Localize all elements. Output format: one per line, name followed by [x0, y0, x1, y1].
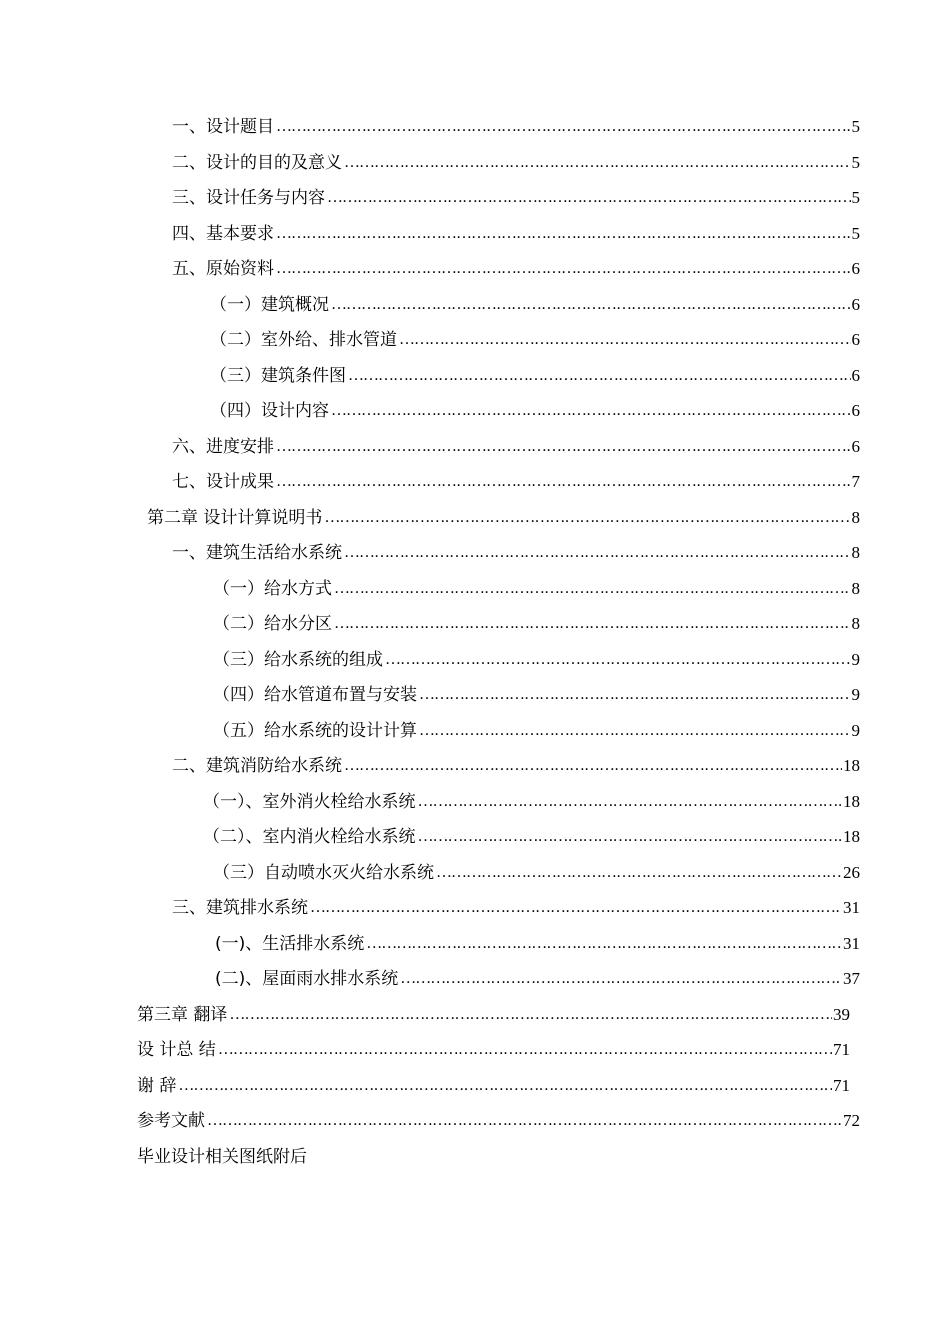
- toc-entry: [215, 964, 860, 990]
- toc-entry: [172, 538, 860, 564]
- toc-page-number: 6: [851, 401, 860, 420]
- toc-page-number: 9: [851, 650, 860, 669]
- toc-dot-leader: [366, 933, 842, 955]
- toc-entry-label: 设 计总 结: [137, 1040, 216, 1060]
- toc-dot-leader: [207, 1110, 842, 1132]
- toc-dot-leader: [324, 507, 850, 529]
- toc-dot-leader: [419, 720, 851, 742]
- toc-dot-leader: [218, 1039, 832, 1061]
- toc-entry: [213, 716, 860, 742]
- toc-page-number: 8: [851, 543, 860, 562]
- toc-entry-label: 七、设计成果: [172, 472, 274, 492]
- toc-page-number: 5: [851, 224, 860, 243]
- toc-entry-label: （三）给水系统的组成: [213, 650, 383, 670]
- toc-page-number: 39: [833, 1005, 850, 1024]
- toc-entry: [137, 1000, 850, 1026]
- toc-entry: [137, 1071, 850, 1097]
- toc-entry-label: （二）给水分区: [213, 614, 332, 634]
- toc-entry: [213, 858, 860, 884]
- toc-entry: [213, 574, 860, 600]
- toc-page-number: 5: [851, 117, 860, 136]
- toc-entry-label: 第二章 设计计算说明书: [147, 508, 323, 528]
- toc-dot-leader: [419, 684, 851, 706]
- toc-dot-leader: [276, 223, 851, 245]
- toc-page-number: 5: [851, 188, 860, 207]
- toc-entry-label: (二)、屋面雨水排水系统: [215, 969, 399, 989]
- toc-page-number: 18: [843, 792, 860, 811]
- toc-page-number: 8: [851, 614, 860, 633]
- toc-page-number: 6: [851, 295, 860, 314]
- toc-dot-leader: [418, 826, 843, 848]
- toc-entry-label: 一、设计题目: [172, 117, 274, 137]
- toc-dot-leader: [276, 436, 851, 458]
- toc-page-number: 6: [851, 366, 860, 385]
- toc-entry: [137, 1035, 850, 1061]
- toc-entry-label: （四）设计内容: [210, 401, 329, 421]
- toc-page-number: 8: [851, 579, 860, 598]
- toc-entry-label: （二）、室内消火栓给水系统: [203, 827, 416, 847]
- toc-dot-leader: [344, 542, 851, 564]
- toc-entry: [147, 503, 860, 529]
- toc-entry-label: 第三章 翻译: [137, 1005, 228, 1025]
- toc-page-number: 9: [851, 685, 860, 704]
- toc-dot-leader: [276, 258, 851, 280]
- toc-page-number: 72: [843, 1111, 860, 1130]
- toc-dot-leader: [334, 578, 851, 600]
- toc-entry-label: （三）自动喷水灭火给水系统: [213, 863, 434, 883]
- toc-dot-leader: [399, 329, 851, 351]
- toc-page-number: 71: [833, 1076, 850, 1095]
- toc-dot-leader: [178, 1075, 832, 1097]
- toc-page-number: 6: [851, 330, 860, 349]
- toc-entry: [210, 325, 860, 351]
- toc-page-number: 31: [843, 934, 860, 953]
- toc-entry: [210, 361, 860, 387]
- toc-entry: [137, 1106, 860, 1132]
- toc-entry-label: （一）给水方式: [213, 579, 332, 599]
- toc-dot-leader: [276, 116, 851, 138]
- toc-entry: [172, 432, 860, 458]
- toc-dot-leader: [331, 294, 851, 316]
- toc-dot-leader: [418, 791, 843, 813]
- toc-page-number: 5: [851, 153, 860, 172]
- toc-entry-label: （五）给水系统的设计计算: [213, 721, 417, 741]
- toc-entry: [172, 893, 860, 919]
- toc-dot-leader: [276, 471, 851, 493]
- toc-page-number: 18: [843, 756, 860, 775]
- toc-entry-label: （一）建筑概况: [210, 295, 329, 315]
- toc-entry-label: 一、建筑生活给水系统: [172, 543, 342, 563]
- toc-entry: [172, 467, 860, 493]
- toc-entry-label: （二）室外给、排水管道: [210, 330, 397, 350]
- toc-entry-label: 三、设计任务与内容: [172, 188, 325, 208]
- toc-entry-label: (一)、生活排水系统: [215, 934, 365, 954]
- toc-dot-leader: [327, 187, 851, 209]
- toc-page-number: 31: [843, 898, 860, 917]
- toc-entry: [210, 290, 860, 316]
- toc-entry-label: 二、建筑消防给水系统: [172, 756, 342, 776]
- toc-page-number: 37: [843, 969, 860, 988]
- toc-page-number: 26: [843, 863, 860, 882]
- toc-dot-leader: [331, 400, 851, 422]
- toc-entry: [210, 396, 860, 422]
- toc-entry-label: 四、基本要求: [172, 224, 274, 244]
- toc-entry-label: 参考文献: [137, 1111, 205, 1131]
- toc-page-number: 6: [851, 437, 860, 456]
- toc-dot-leader: [344, 755, 842, 777]
- toc-entry: [172, 219, 860, 245]
- toc-entry: [172, 254, 860, 280]
- toc-entry-label: （三）建筑条件图: [210, 366, 346, 386]
- toc-entry-label: 三、建筑排水系统: [172, 898, 308, 918]
- toc-page-number: 6: [851, 259, 860, 278]
- toc-entry: [203, 822, 860, 848]
- toc-dot-leader: [436, 862, 842, 884]
- toc-dot-leader: [400, 968, 842, 990]
- toc-page-number: 8: [851, 508, 860, 527]
- toc-entry: [215, 929, 860, 955]
- toc-dot-leader: [348, 365, 851, 387]
- toc-entry-label: 二、设计的目的及意义: [172, 153, 342, 173]
- toc-entry-label: （一）、室外消火栓给水系统: [203, 792, 416, 812]
- toc-entry: [203, 787, 860, 813]
- toc-dot-leader: [344, 152, 851, 174]
- toc-entry: [172, 112, 860, 138]
- toc-entry: [172, 148, 860, 174]
- toc-entry: [172, 183, 860, 209]
- toc-dot-leader: [334, 613, 851, 635]
- toc-page-number: 71: [833, 1040, 850, 1059]
- toc-page-number: 9: [851, 721, 860, 740]
- toc-entry-label: 谢 辞: [137, 1076, 177, 1096]
- toc-entry: [213, 680, 860, 706]
- toc-entry: [172, 751, 860, 777]
- toc-entry-label: 六、进度安排: [172, 437, 274, 457]
- toc-entry-label: 五、原始资料: [172, 259, 274, 279]
- toc-entry: [213, 609, 860, 635]
- appendix-note: 毕业设计相关图纸附后: [137, 1147, 307, 1167]
- toc-page-number: 7: [851, 472, 860, 491]
- toc-entry-label: （四）给水管道布置与安装: [213, 685, 417, 705]
- toc-page-number: 18: [843, 827, 860, 846]
- toc-dot-leader: [385, 649, 851, 671]
- toc-dot-leader: [229, 1004, 832, 1026]
- toc-dot-leader: [310, 897, 842, 919]
- toc-entry: [213, 645, 860, 671]
